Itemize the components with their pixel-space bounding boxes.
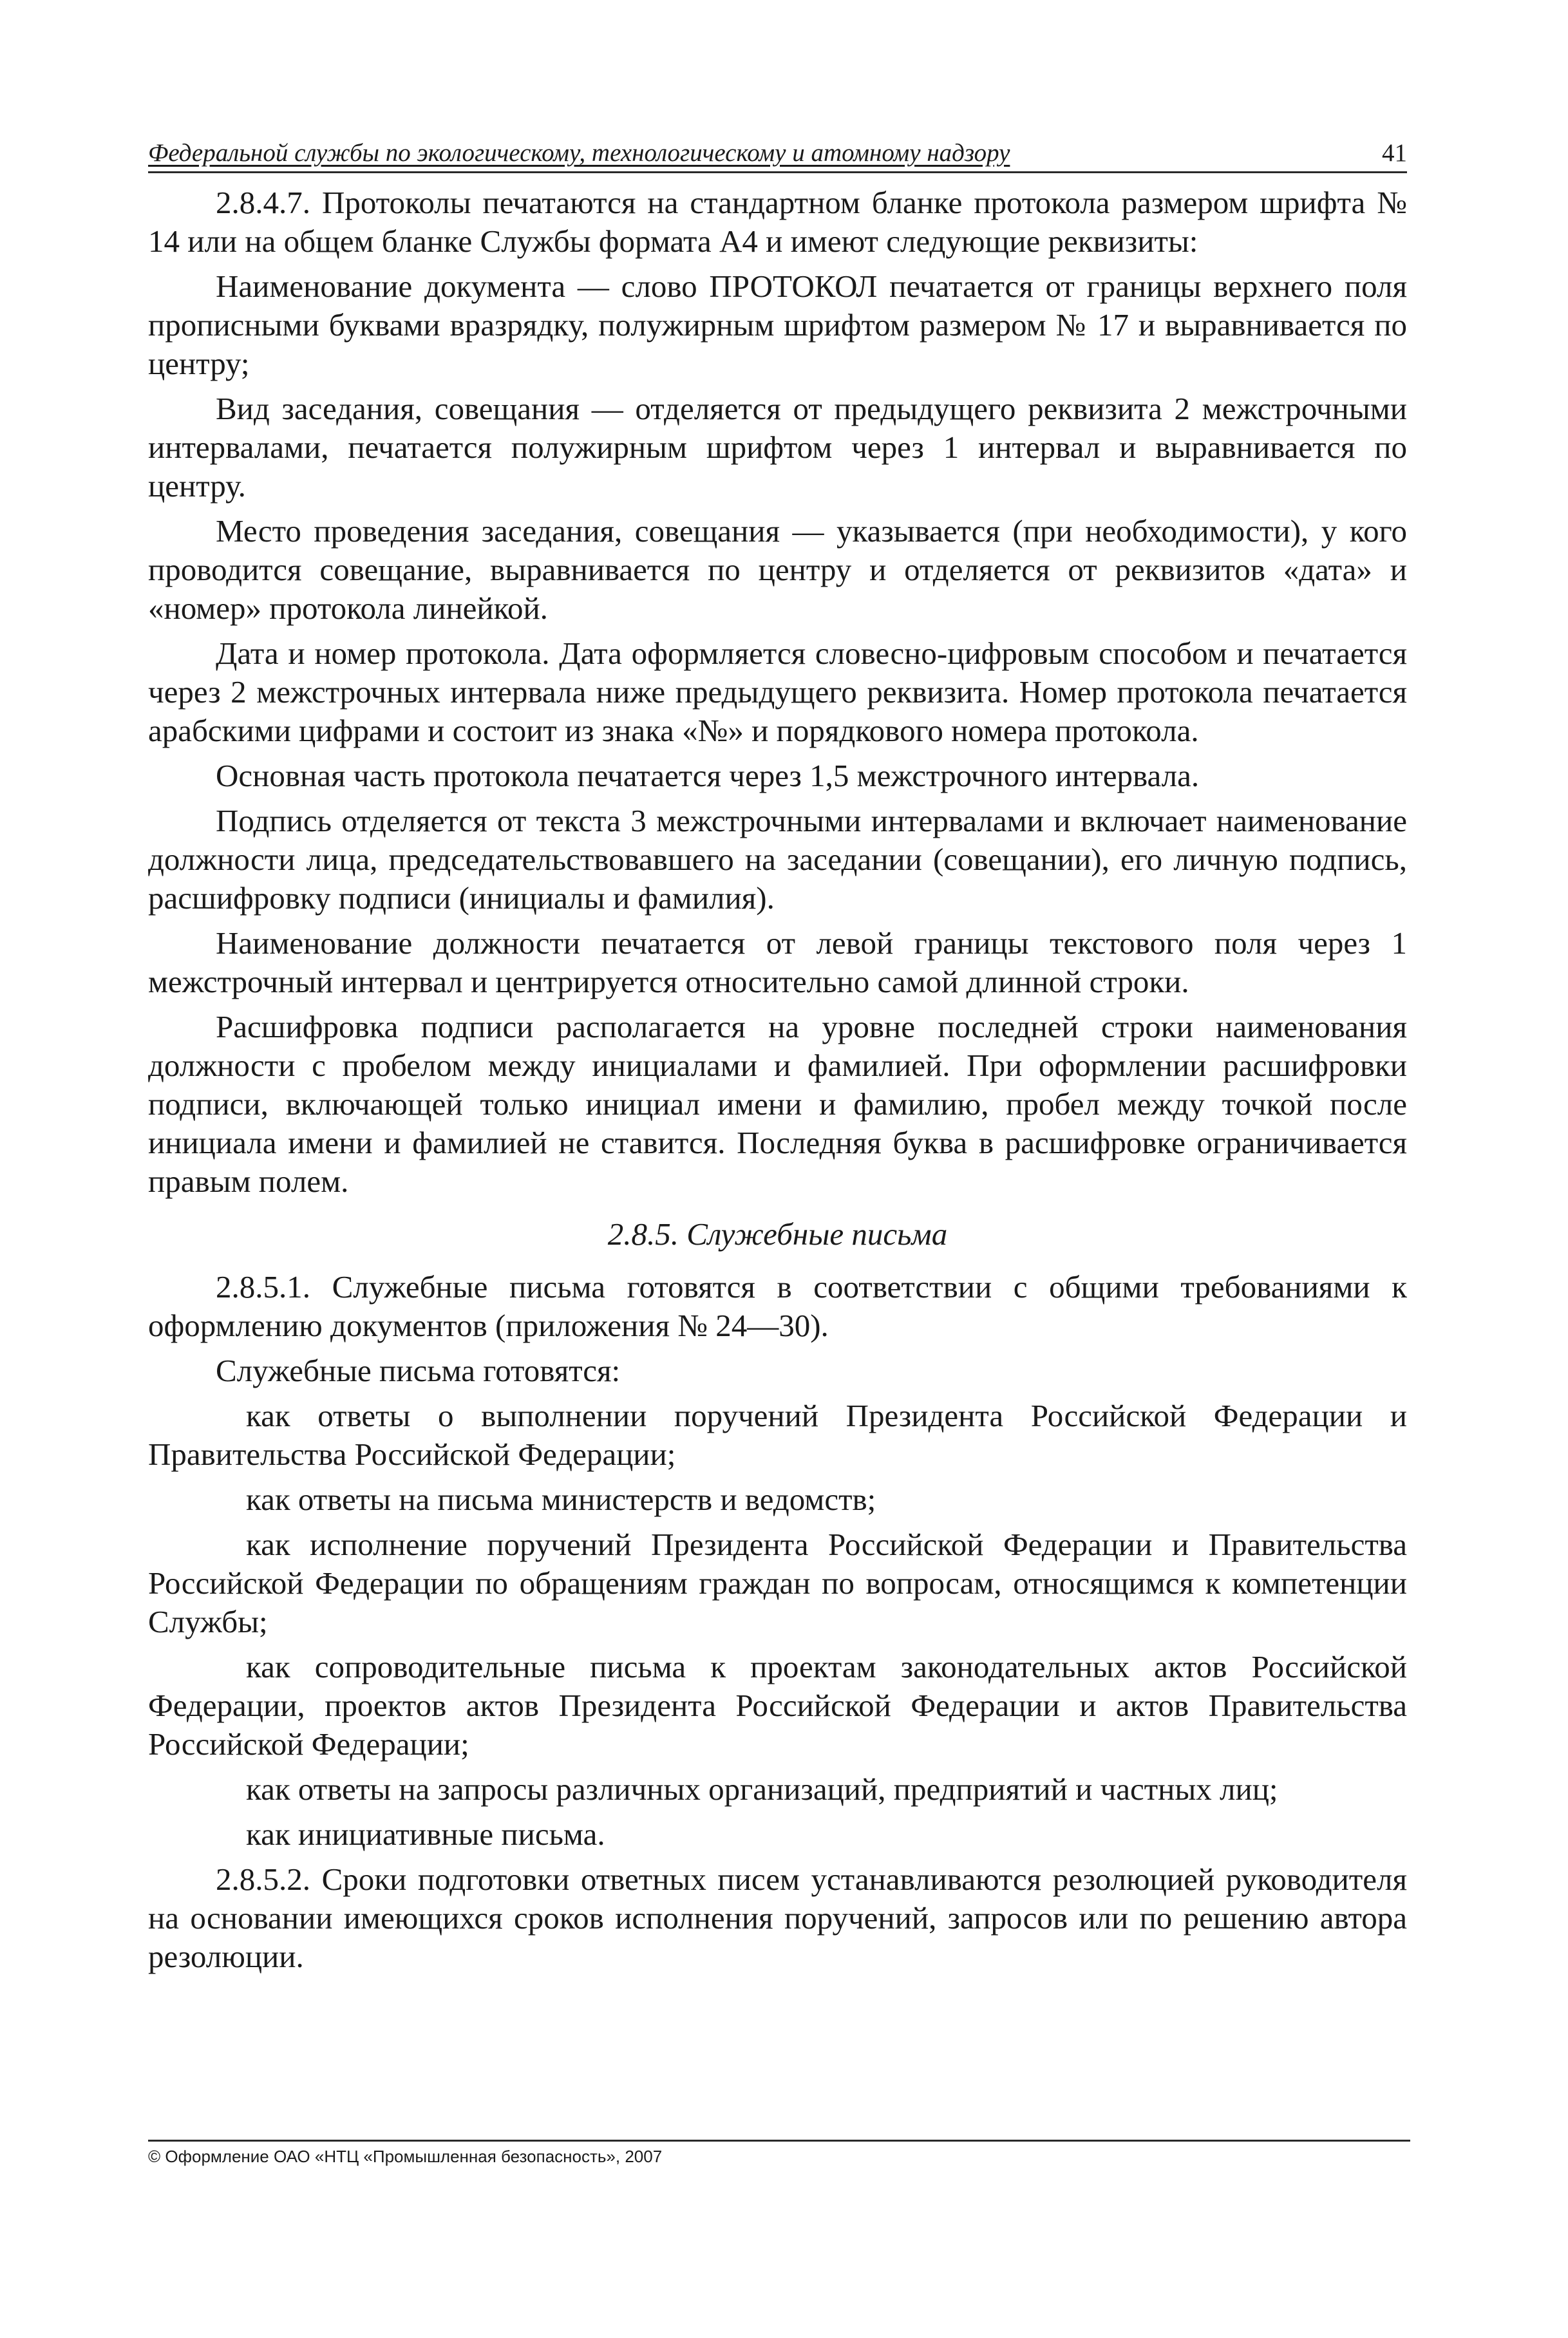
running-header: [148, 129, 1407, 173]
footer-copyright: © Оформление ОАО «НТЦ «Промышленная безопасность», 2007: [148, 2147, 663, 2166]
list-item: как ответы о выполнении поручений Президента Российской Федерации и Правительства Российской Федерации;: [148, 1398, 1407, 1472]
list-item: как исполнение поручений Президента Российской Федерации и Правительства Российской Федерации по обращениям граждан по вопросам, относящимся к компетенции Службы;: [148, 1527, 1407, 1639]
paragraph-2-8-5-1: 2.8.5.1. Служебные письма готовятся в соответствии с общими требованиями к оформлению документов (приложения № 24—30).: [148, 1269, 1407, 1343]
paragraph-main-part: Основная часть протокола печатается через 1,5 межстрочного интервала.: [216, 758, 1200, 793]
list-item: как ответы на письма министерств и ведомств;: [246, 1482, 876, 1517]
body-text: [148, 184, 1407, 1976]
paragraph-signature: Подпись отделяется от текста 3 межстрочными интервалами и включает наименование должности лица, председательствовавшего на заседании (совещании), его личную подпись, расшифровку подписи (инициалы и фамилия).: [148, 803, 1407, 916]
page-number: 41: [1382, 139, 1407, 167]
paragraph-meeting-type: Вид заседания, совещания — отделяется от предыдущего реквизита 2 межстрочными интервалами, печатается полужирным шрифтом через 1 интервал и выравнивается по центру.: [148, 391, 1407, 504]
document-page: [148, 129, 1407, 1983]
list-item: как инициативные письма.: [246, 1816, 605, 1852]
paragraph-meeting-place: Место проведения заседания, совещания — указывается (при необходимости), у кого проводится совещание, выравнивается по центру и отделяется от реквизитов «дата» и «номер» протокола линейкой.: [148, 513, 1407, 626]
paragraph-position-name: Наименование должности печатается от левой границы текстового поля через 1 межстрочный интервал и центрируется относительно самой длинной строки.: [148, 925, 1407, 999]
header-title: Федеральной службы по экологическому, технологическому и атомному надзору: [148, 139, 1010, 167]
paragraph-date-number: Дата и номер протокола. Дата оформляется словесно-цифровым способом и печатается через 2 межстрочных интервала ниже предыдущего реквизита. Номер протокола печатается арабскими цифрами и состоит из знака «№» и порядкового номера протокола.: [148, 636, 1407, 748]
list-item: как ответы на запросы различных организаций, предприятий и частных лиц;: [246, 1771, 1278, 1807]
paragraph-2-8-4-7: 2.8.4.7. Протоколы печатаются на стандартном бланке протокола размером шрифта № 14 или на общем бланке Службы формата А4 и имеют следующие реквизиты:: [148, 185, 1407, 259]
paragraph-letters-prepared: Служебные письма готовятся:: [216, 1353, 621, 1388]
footer-divider: [148, 2140, 1410, 2142]
section-heading: 2.8.5. Служебные письма: [607, 1216, 948, 1252]
paragraph-2-8-5-2: 2.8.5.2. Сроки подготовки ответных писем устанавливаются резолюцией руководителя на основании имеющихся сроков исполнения поручений, запросов или по решению автора резолюции.: [148, 1862, 1407, 1974]
paragraph-signature-decoding: Расшифровка подписи располагается на уровне последней строки наименования должности с пробелом между инициалами и фамилией. При оформлении расшифровки подписи, включающей только инициал имени и фамилию, пробел между точкой после инициала имени и фамилией не ставится. Последняя буква в расшифровке ограничивается правым полем.: [148, 1009, 1407, 1199]
paragraph-document-name: Наименование документа — слово ПРОТОКОЛ печатается от границы верхнего поля прописными буквами вразрядку, полужирным шрифтом размером № 17 и выравнивается по центру;: [148, 269, 1407, 381]
list-item: как сопроводительные письма к проектам законодательных актов Российской Федерации, проектов актов Президента Российской Федерации и актов Правительства Российской Федерации;: [148, 1649, 1407, 1762]
